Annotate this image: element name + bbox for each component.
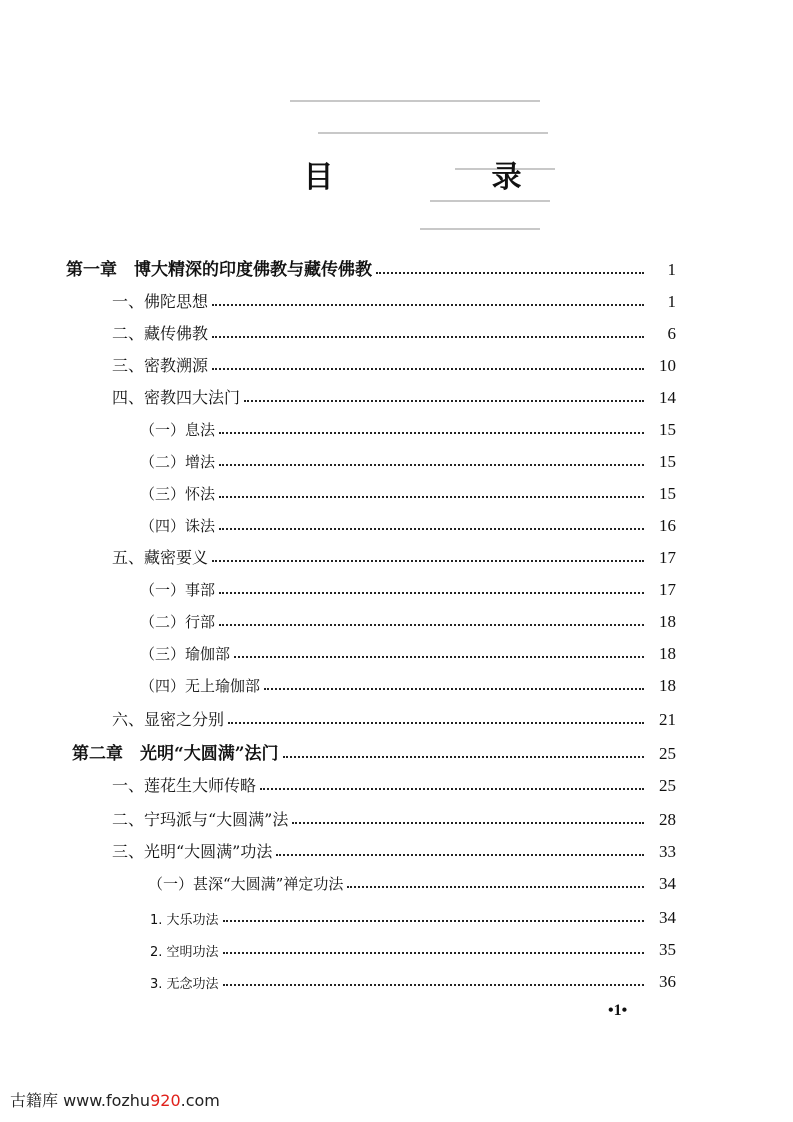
toc-entry-page: 21 <box>659 710 676 729</box>
toc-entry-page: 28 <box>659 810 676 829</box>
toc-entry-page: 36 <box>659 972 676 991</box>
toc-entry-label: 三、光明“大圆满”功法 <box>112 842 273 861</box>
toc-entry-label: （四）无上瑜伽部 <box>140 677 261 695</box>
toc-entry-page: 34 <box>659 908 676 927</box>
watermark-site-a: fozhu <box>105 1091 151 1110</box>
dot-leader <box>228 722 644 724</box>
toc-entry <box>140 608 676 632</box>
toc-entry-page: 18 <box>659 676 676 695</box>
dot-leader <box>292 822 644 824</box>
dot-leader <box>244 400 644 402</box>
toc-entry-label: （一）息法 <box>140 421 216 439</box>
toc-entry-page: 34 <box>659 874 676 893</box>
toc-entry-label: （二）行部 <box>140 613 216 631</box>
toc-entry <box>112 806 676 830</box>
toc-entry-label: 六、显密之分别 <box>112 710 225 729</box>
toc-entry-label: 一、佛陀思想 <box>112 292 209 311</box>
toc-entry-page: 25 <box>659 776 676 795</box>
scan-noise <box>430 200 550 202</box>
toc-entry-label: （三）怀法 <box>140 485 216 503</box>
site-watermark <box>10 1088 220 1111</box>
toc-entry-page: 1 <box>667 260 676 279</box>
toc-entry-page: 16 <box>659 516 676 535</box>
dot-leader <box>219 624 644 626</box>
toc-entry-label: 四、密教四大法门 <box>112 388 241 407</box>
dot-leader <box>219 528 644 530</box>
toc-entry <box>112 288 676 312</box>
toc-entry <box>140 672 676 696</box>
toc-entry-label: 一、莲花生大师传略 <box>112 776 257 795</box>
dot-leader <box>264 688 644 690</box>
toc-entry <box>140 448 676 472</box>
toc-entry <box>112 384 676 408</box>
toc-entry-page: 18 <box>659 612 676 631</box>
toc-entry-label: 1. 大乐功法 <box>150 913 219 928</box>
toc-entry <box>72 740 676 764</box>
dot-leader <box>219 464 644 466</box>
dot-leader <box>223 952 644 954</box>
page-number: •1• <box>608 1002 628 1019</box>
toc-entry <box>112 838 676 862</box>
toc-entry-label: 五、藏密要义 <box>112 548 209 567</box>
toc-entry <box>140 512 676 536</box>
toc-entry-label: 二、宁玛派与“大圆满”法 <box>112 810 289 829</box>
dot-leader <box>212 368 644 370</box>
toc-entry-label: 三、密教溯源 <box>112 356 209 375</box>
toc-entry-label: （三）瑜伽部 <box>140 645 231 663</box>
dot-leader <box>276 854 644 856</box>
dot-leader <box>376 272 644 274</box>
scan-noise <box>420 228 540 230</box>
toc-entry-page: 18 <box>659 644 676 663</box>
toc-entry <box>112 706 676 730</box>
toc-entry <box>140 640 676 664</box>
toc-entry-label: 第一章 博大精深的印度佛教与藏传佛教 <box>66 260 372 280</box>
toc-entry-label: 二、藏传佛教 <box>112 324 209 343</box>
watermark-site-b: 920 <box>150 1091 181 1110</box>
dot-leader <box>234 656 644 658</box>
toc-entry-page: 35 <box>659 940 676 959</box>
scan-noise <box>318 132 548 134</box>
toc-entry <box>66 256 676 280</box>
dot-leader <box>219 496 644 498</box>
toc-entry <box>112 772 676 796</box>
toc-entry <box>148 870 676 894</box>
toc-entry-page: 10 <box>659 356 676 375</box>
toc-entry <box>150 968 676 992</box>
toc-entry-label: （一）甚深“大圆满”禅定功法 <box>148 875 344 893</box>
dot-leader <box>212 336 644 338</box>
toc-entry-label: 第二章 光明“大圆满”法门 <box>72 744 279 764</box>
dot-leader <box>260 788 644 790</box>
page-title: 目 录 <box>303 160 586 195</box>
toc-entry-page: 25 <box>659 744 676 763</box>
dot-leader <box>283 756 644 758</box>
watermark-suffix: .com <box>180 1091 220 1110</box>
toc-entry-page: 17 <box>659 548 676 567</box>
toc-entry <box>150 904 676 928</box>
dot-leader <box>219 592 644 594</box>
dot-leader <box>212 304 644 306</box>
toc-entry <box>150 936 676 960</box>
toc-entry-page: 1 <box>667 292 676 311</box>
dot-leader <box>212 560 644 562</box>
toc-entry <box>140 480 676 504</box>
toc-entry-page: 15 <box>659 452 676 471</box>
dot-leader <box>223 920 644 922</box>
toc-entry-label: 2. 空明功法 <box>150 945 219 960</box>
toc-entry-page: 15 <box>659 484 676 503</box>
dot-leader <box>223 984 644 986</box>
toc-entry <box>140 416 676 440</box>
toc-entry <box>112 320 676 344</box>
toc-entry-label: 3. 无念功法 <box>150 977 219 992</box>
toc-entry <box>112 352 676 376</box>
scan-noise <box>290 100 540 102</box>
toc-entry-page: 33 <box>659 842 676 861</box>
toc-entry-page: 15 <box>659 420 676 439</box>
toc-entry-page: 14 <box>659 388 676 407</box>
dot-leader <box>347 886 644 888</box>
toc-entry-label: （二）增法 <box>140 453 216 471</box>
toc-entry-page: 17 <box>659 580 676 599</box>
watermark-prefix: 古籍库 www. <box>10 1091 106 1110</box>
dot-leader <box>219 432 644 434</box>
toc-entry <box>140 576 676 600</box>
toc-entry-label: （四）诛法 <box>140 517 216 535</box>
toc-entry-page: 6 <box>667 324 676 343</box>
toc-entry-label: （一）事部 <box>140 581 216 599</box>
toc-entry <box>112 544 676 568</box>
